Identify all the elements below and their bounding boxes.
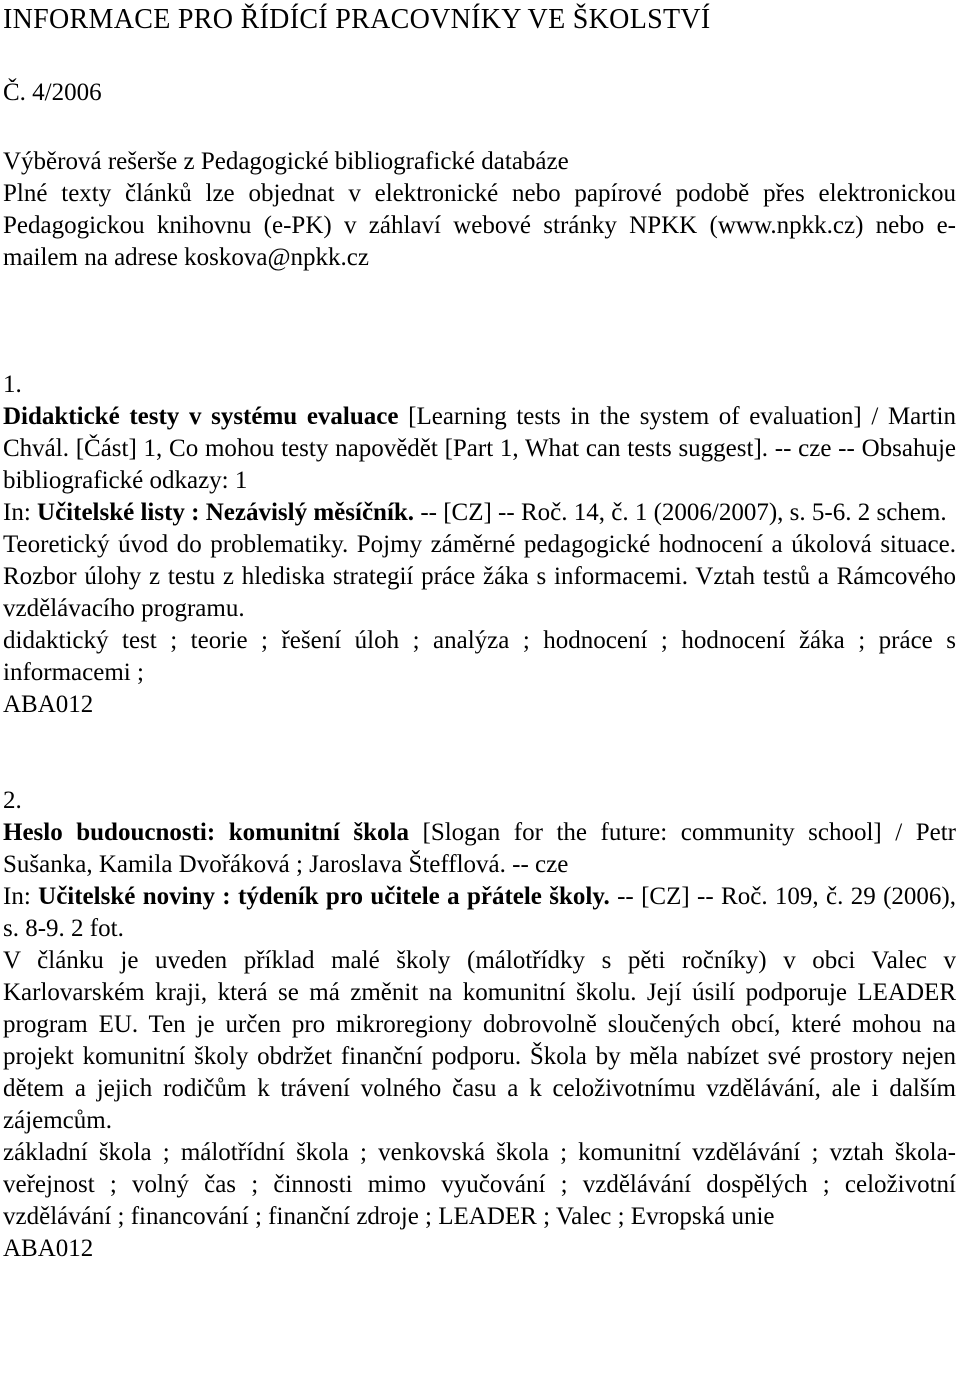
page-title: INFORMACE PRO ŘÍDÍCÍ PRACOVNÍKY VE ŠKOLSTVÍ <box>3 4 711 35</box>
record-citation <box>3 817 956 881</box>
intro-text: Plné texty článků lze objednat v elektronické nebo papírové podobě přes elektronickou Pedagogickou knihovnu (e-PK) v záhlaví webové stránky NPKK (www.npkk.cz) nebo e-mailem na adrese koskova@npkk.cz <box>3 180 956 271</box>
record-title: Didaktické testy v systému evaluace <box>3 403 399 430</box>
record-citation <box>3 401 956 497</box>
record-keywords: didaktický test ; teorie ; řešení úloh ; analýza ; hodnocení ; hodnocení žáka ; práce s informacemi ; <box>3 627 956 686</box>
record-source-title: Učitelské noviny : týdeník pro učitele a přátele školy. <box>38 883 610 910</box>
record-source-title: Učitelské listy : Nezávislý měsíčník. <box>37 499 415 526</box>
record-code: ABA012 <box>3 691 94 718</box>
record-source-prefix: In: <box>3 499 38 526</box>
record-2 <box>3 785 956 1265</box>
record-source-details: -- [CZ] -- Roč. 14, č. 1 (2006/2007), s. 5-6. 2 schem. <box>414 499 947 526</box>
record-source-prefix: In: <box>3 883 39 910</box>
record-number: 1. <box>3 371 22 398</box>
record-title-rest: [Learning tests in the system of evaluation] / Martin Chvál. [Část] 1, Co mohou testy napovědět [Part 1, What can tests suggest]. -- cze -- Obsahuje bibliografické odkazy: 1 <box>3 403 956 494</box>
issue-number: Č. 4/2006 <box>3 79 102 106</box>
intro-heading: Výběrová rešerše z Pedagogické bibliografické databáze <box>3 148 569 175</box>
record-source-details: -- [CZ] -- Roč. 109, č. 29 (2006), s. 8-9. 2 fot. <box>3 883 956 942</box>
record-source <box>3 497 956 529</box>
intro-section <box>3 146 956 274</box>
record-keywords: základní škola ; málotřídní škola ; venkovská škola ; komunitní vzdělávání ; vztah škola-veřejnost ; volný čas ; činnosti mimo vyučování ; vzdělávání dospělých ; celoživotní vzdělávání ; financování ; finanční zdroje ; LEADER ; Valec ; Evropská unie <box>3 1139 956 1230</box>
record-number: 2. <box>3 787 22 814</box>
record-code: ABA012 <box>3 1235 94 1262</box>
record-source <box>3 881 956 945</box>
record-title-rest: [Slogan for the future: community school] / Petr Sušanka, Kamila Dvořáková ; Jaroslava Štefflová. -- cze <box>3 819 956 878</box>
record-abstract: Teoretický úvod do problematiky. Pojmy záměrné pedagogické hodnocení a úkolová situace. Rozbor úlohy z testu z hlediska strategií práce žáka s informacemi. Vztah testů a Rámcového vzdělávacího programu. <box>3 531 956 622</box>
record-abstract: V článku je uveden příklad malé školy (málotřídky s pěti ročníky) v obci Valec v Karlovarském kraji, která se má změnit na komunitní školu. Její úsilí podporuje LEADER program EU. Ten je určen pro mikroregiony dobrovolně sloučených obcí, které mohou na projekt komunitní školy obdržet finanční podporu. Škola by měla nabízet své prostory nejen dětem a jejich rodičům k trávení volného času a k celoživotnímu vzdělávání, ale i dalším zájemcům. <box>3 947 956 1134</box>
record-1 <box>3 369 956 721</box>
record-title: Heslo budoucnosti: komunitní škola <box>3 819 409 846</box>
